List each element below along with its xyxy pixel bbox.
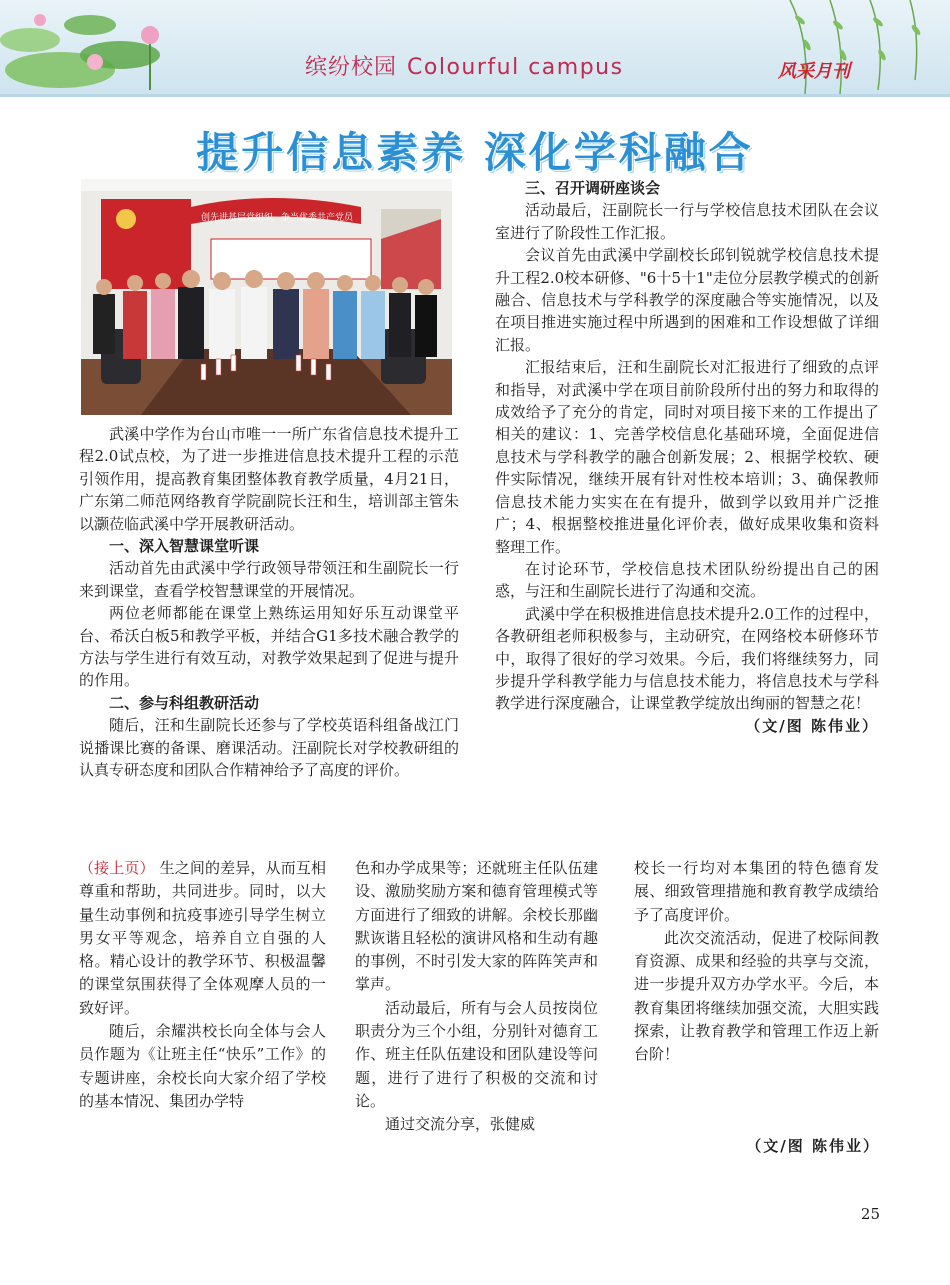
section-heading-3: 三、召开调研座谈会: [525, 179, 661, 197]
paragraph: 在讨论环节，学校信息技术团队纷纷提出自己的困惑，与汪和生副院长进行了沟通和交流。: [495, 559, 879, 601]
section-title-en: Colourful campus: [407, 55, 624, 80]
section-title-cn: 缤纷校园: [305, 55, 398, 80]
paragraph: 校长一行均对本集团的特色德育发展、细致管理措施和教育教学成绩给予了高度评价。: [634, 859, 879, 924]
paragraph: 武溪中学作为台山市唯一一所广东省信息技术提升工程2.0试点校，为了进一步推进信息技术提升工程的示范引领作用，提高教育集团整体教育教学质量，4月21日，广东第二师范网络教育学院副院长汪和生，培训部主管朱以灏莅临武溪中学开展教研活动。: [79, 425, 459, 533]
photo-banner-right: 争当优秀共产党员: [281, 213, 354, 223]
left-column: [79, 423, 459, 782]
paragraph: 汇报结束后，汪和生副院长对汇报进行了细致的点评和指导，对武溪中学在项目前阶段所付出的努力和取得的成效给予了充分的肯定，同时对项目接下来的工作提出了相关的建议：1、完善学校信息化基础环境，全面促进信息技术与学科教学的融合创新发展；2、根据学校软、硬件实际情况，继续开展有针对性校本培训；3、确保教师信息技术能力实实在在有提升，做到学以致用并广泛推广；4、根据整校推进量化评价表，做好成果收集和资料整理工作。: [495, 358, 879, 556]
paragraph: 活动最后，所有与会人员按岗位职责分为三个小组，分别针对德育工作、班主任队伍建设和团队建设等问题，进行了进行了积极的交流和讨论。: [355, 998, 598, 1110]
section-title: [305, 50, 624, 81]
group-photo: [81, 179, 452, 415]
photo-banner-left: 创先进基层党组织: [201, 213, 274, 223]
section-heading-1: 一、深入智慧课堂听课: [109, 537, 260, 556]
paragraph: 色和办学成果等；还就班主任队伍建设、激励奖励方案和德育管理模式等方面进行了细致的讲解。余校长那幽默诙谐且轻松的演讲风格和生动有趣的事例，不时引发大家的阵阵笑声和掌声。: [355, 859, 598, 994]
article-title: 提升信息素养 深化学科融合: [196, 128, 754, 177]
right-column: [495, 177, 879, 737]
paragraph: 会议首先由武溪中学副校长邱钊锐就学校信息技术提升工程2.0校本研修、"6十5十1"走位分层教学模式的创新融合、信息技术与学科教学的深度融合等实施情况，以及在项目推进实施过程中所遇到的困难和工作设想做了详细汇报。: [495, 246, 879, 354]
paragraph: 活动首先由武溪中学行政领导带领汪和生副院长一行来到课堂，查看学校智慧课堂的开展情况。: [79, 559, 459, 600]
page-number: 25: [860, 1205, 880, 1223]
paragraph: 两位老师都能在课堂上熟练运用知好乐互动课堂平台、希沃白板5和教学平板，并结合G1多技术融合教学的方法与学生进行有效互动，对教学效果起到了促进与提升的作用。: [79, 604, 459, 690]
bottom-credit: （文/图 陈伟业）: [746, 1137, 880, 1155]
section-heading-2: 二、参与科组教研活动: [109, 693, 260, 712]
paragraph: 活动最后，汪副院长一行与学校信息技术团队在会议室进行了阶段性工作汇报。: [495, 201, 879, 242]
magazine-badge: 风采月刊: [778, 61, 850, 82]
paragraph: [79, 857, 326, 1020]
group-photo-illustration: [81, 179, 452, 415]
paragraph-text: 生之间的差异，从而互相尊重和帮助，共同进步。同时，以大量生动事例和抗疫事迹引导学生树立男女平等观念，培养自立自强的人格。精心设计的教学环节、积极温馨的课堂氛围获得了全体观摩人员的一致好评。: [79, 859, 326, 1017]
page-header: [0, 0, 950, 97]
continued-marker: （接上页）: [79, 859, 155, 877]
paragraph: 随后，余耀洪校长向全体与会人员作题为《让班主任“快乐”工作》的专题讲座，余校长向大家介绍了学校的基本情况、集团办学特: [79, 1022, 326, 1110]
bottom-column-2: [355, 857, 598, 1137]
paragraph: 此次交流活动，促进了校际间教育资源、成果和经验的共享与交流，进一步提升双方办学水平。今后，本教育集团将继续加强交流，大胆实践探索，让教育教学和管理工作迈上新台阶！: [634, 928, 879, 1064]
article-credit: （文/图 陈伟业）: [745, 716, 879, 735]
bottom-column-1: [79, 857, 326, 1113]
paragraph: 随后，汪和生副院长还参与了学校英语科组备战江门说播课比赛的备课、磨课活动。汪副院长对学校教研组的认真专研态度和团队合作精神给予了高度的评价。: [79, 716, 459, 780]
bottom-column-3: [634, 857, 879, 1067]
lotus-leaf-decoration-icon: [0, 0, 200, 94]
paragraph: 通过交流分享，张健威: [385, 1115, 536, 1134]
paragraph: 武溪中学在积极推进信息技术提升2.0工作的过程中，各教研组老师积极参与，主动研究，在网络校本研修环节中，取得了很好的学习效果。今后，我们将继续努力，同步提升学科教学能力与信息技术能力，将信息技术与学科教学进行深度融合，让课堂教学绽放出绚丽的智慧之花！: [495, 604, 879, 713]
